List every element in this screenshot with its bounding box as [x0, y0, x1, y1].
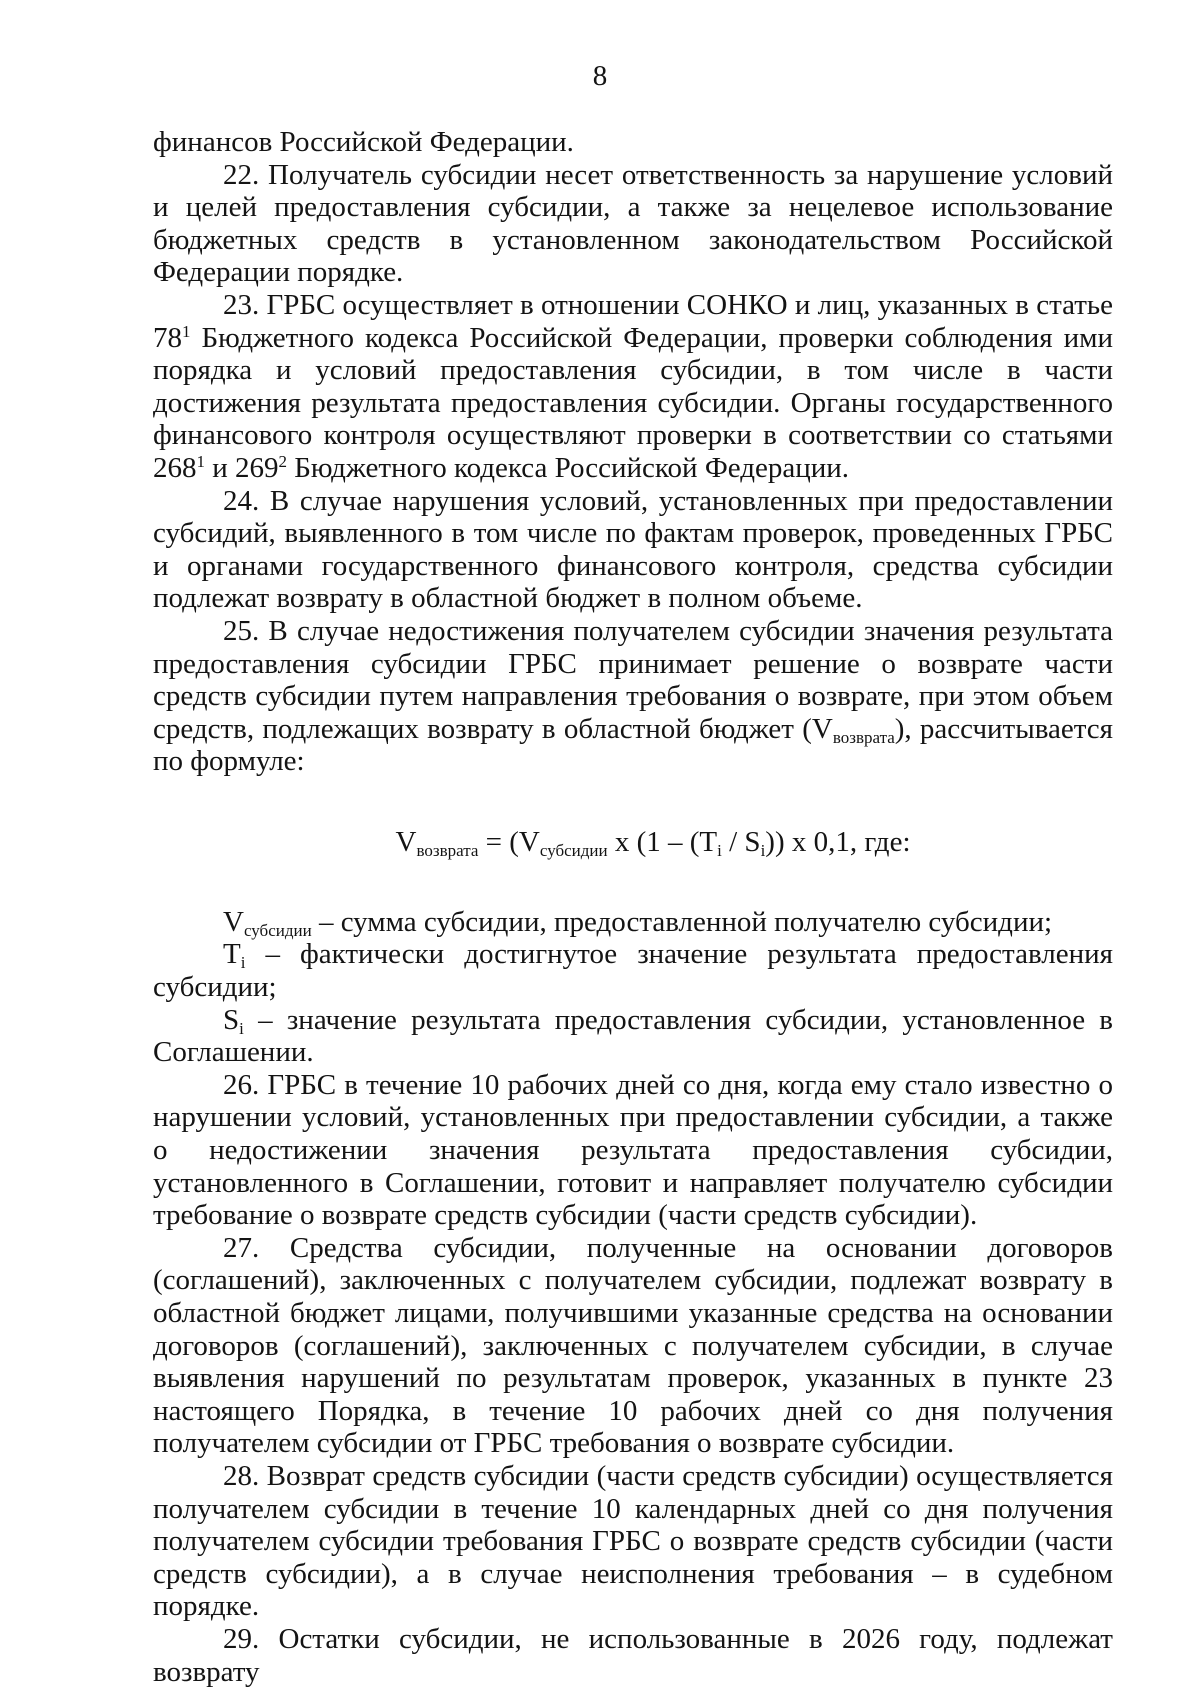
definition-subscript: субсидии [243, 920, 312, 940]
formula-v: V [395, 825, 417, 858]
paragraph-25-part-a: 25. В случае недостижения получателем субсидии значения результата предоставления субсидии ГРБС принимает решение о возврате части средств субсидии путем направления требования о возврате, при этом объем средств, подлежащих возврату в областной бюджет (V [153, 614, 1113, 745]
formula-s-sub: i [760, 840, 766, 860]
formula [153, 778, 1113, 906]
formula-tail: )) x 0,1, где: [765, 825, 911, 858]
paragraph-25 [153, 615, 1113, 778]
paragraph-27: 27. Средства субсидии, полученные на основании договоров (соглашений), заключенных с получателем субсидии, подлежат возврату в областной бюджет лицами, получившими указанные средства на основании договоров (соглашений), заключенных с получателем субсидии, в случае выявления нарушений по результатам проверок, указанных в пункте 23 настоящего Порядка, в течение 10 рабочих дней со дня получения получателем субсидии от ГРБС требования о возврате субсидии. [153, 1231, 1113, 1460]
document-body [153, 126, 1113, 1688]
formula-eq: = (V [478, 825, 540, 858]
definition-text: – значение результата предоставления субсидии, установленное в Соглашении. [153, 1003, 1113, 1069]
page-number: 8 [592, 60, 608, 92]
formula-mid: x (1 – (T [607, 825, 718, 858]
formula-vs-sub: субсидии [539, 840, 608, 860]
paragraph-28: 28. Возврат средств субсидии (части средств субсидии) осуществляется получателем субсидии в течение 10 календарных дней со дня получения получателем субсидии требования ГРБС о возврате средств субсидии (части средств субсидии), а в случае неисполнения требования – в судебном порядке. [153, 1459, 1113, 1623]
paragraph-23-part-d: Бюджетного кодекса Российской Федерации. [287, 451, 850, 484]
paragraph-25-part-b: ), рассчитывается по формуле: [153, 712, 1114, 778]
definition-subscript: i [240, 953, 246, 973]
paragraph-23-part-b: Бюджетного кодекса Российской Федерации, проверки соблюдения ими порядка и условий предоставления субсидии, в том числе в части достижения результата предоставления субсидии. Органы государственного финансового контроля осуществляют проверки в соответствии со статьями 268 [153, 321, 1113, 484]
definition-ti [153, 938, 1113, 1003]
definition-subscript: i [239, 1018, 244, 1038]
definition-si [153, 1004, 1113, 1069]
paragraph-24: 24. В случае нарушения условий, установленных при предоставлении субсидий, выявленного в том числе по фактам проверок, проведенных ГРБС и органами государственного финансового контроля, средства субсидии подлежат возврату в областной бюджет в полном объеме. [153, 484, 1113, 615]
definition-v-subsidii [153, 906, 1113, 939]
definition-symbol: V [223, 905, 244, 938]
definition-symbol: T [223, 938, 241, 971]
superscript-78: 1 [182, 321, 191, 341]
paragraph-29: 29. Остатки субсидии, не использованные в 2026 году, подлежат возврату [153, 1622, 1113, 1688]
paragraph-23-part-a: 23. ГРБС осуществляет в отношении СОНКО и лиц, указанных в статье 78 [153, 288, 1113, 354]
paragraph-continuation: финансов Российской Федерации. [153, 126, 574, 158]
subscript-vozvrata: возврата [832, 727, 895, 747]
formula-slash: / S [721, 825, 761, 858]
definition-symbol: S [223, 1003, 240, 1036]
formula-v-sub: возврата [416, 840, 479, 860]
paragraph-23 [153, 289, 1113, 485]
superscript-268: 1 [196, 451, 205, 471]
superscript-269: 2 [278, 451, 288, 471]
formula-t-sub: i [717, 840, 722, 860]
definition-text: – фактически достигнутое значение результата предоставления субсидии; [153, 938, 1113, 1004]
definition-text: – сумма субсидии, предоставленной получателю субсидии; [311, 905, 1053, 938]
paragraph-26: 26. ГРБС в течение 10 рабочих дней со дня, когда ему стало известно о нарушении условий, установленных при предоставлении субсидии, а также о недостижении значения результата предоставления субсидии, установленного в Соглашении, готовит и направляет получателю субсидии требование о возврате средств субсидии (части средств субсидии). [153, 1068, 1113, 1232]
paragraph-23-part-c: и 269 [205, 451, 279, 484]
paragraph-22: 22. Получатель субсидии несет ответственность за нарушение условий и целей предоставления субсидии, а также за нецелевое использование бюджетных средств в установленном законодательством Российской Федерации порядке. [153, 158, 1113, 289]
